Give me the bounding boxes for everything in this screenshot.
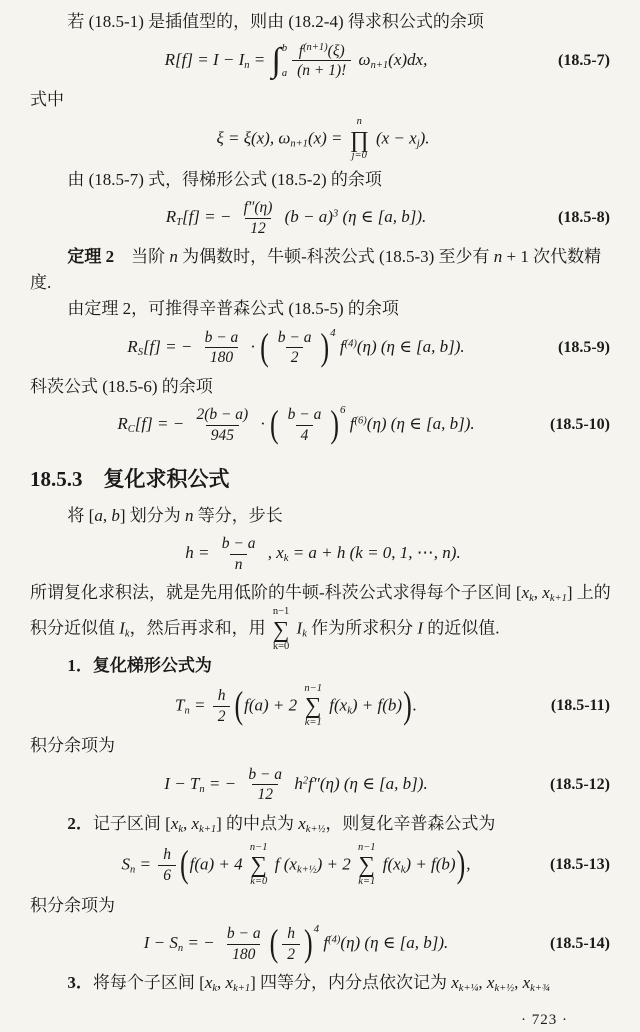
equation-number: (18.5-7) [558, 51, 610, 69]
equation-body: $R_T[f]$ = − $\frac{f''(\eta)}{12}$ $(b - a)^3$ (η ∈ [a, b]). [165, 199, 427, 237]
para-composite-method: 所谓复化求积法，就是先用低阶的牛顿-科茨公式求得每个子区间 [$x_k$, $x_{k+1}$] 上的积分近似值 $I_k$，然后再求和，用 n−1 ∑ k=0 $I_k$ 作为所求积分 I 的近似值. [30, 583, 611, 652]
formula-18-5-12 [30, 760, 616, 810]
para-simpson-intro: 由定理 2，可推得辛普森公式 (18.5-5) 的余项 [67, 299, 399, 319]
formula-step-size [30, 529, 616, 579]
label-remainder-2: 积分余项为 [30, 895, 115, 915]
equation-number: (18.5-14) [550, 935, 610, 953]
para-cotes-intro: 科茨公式 (18.5-6) 的余项 [30, 376, 213, 396]
formula-omega [30, 113, 616, 166]
para-partition: 将 [a, b] 划分为 n 等分，步长 [67, 505, 283, 525]
equation-body: $S_n$ = $\frac{h}{6}$ ( f(a) + 4 n−1 ∑ k=0 f $(x_{k+\frac{1}{2}}) + 2$ n−1 ∑ k=1 $f(x_k) + f(b)$ ) , [121, 841, 471, 888]
equation-number: (18.5-9) [558, 338, 610, 356]
equation-body: h = $\frac{b - a}{n}$ , $x_k = a + h$ (k = 0, 1, ⋯, n). [185, 535, 461, 573]
equation-number: (18.5-12) [550, 775, 610, 793]
formula-18-5-14 [30, 919, 616, 969]
para-trapezoid-intro: 由 (18.5-7) 式，得梯形公式 (18.5-2) 的余项 [67, 169, 382, 189]
equation-body: $I - S_n$ = − $\frac{b - a}{180}$ ( $\frac{h}{2}$ ) 4 $f^{(4)}(\eta)$ (η ∈ [a, b]). [143, 922, 449, 965]
label-where: 式中 [30, 89, 64, 109]
section-heading-18-5-3: 18.5.3 复化求积公式 [30, 467, 230, 492]
item-2-heading: 2．记子区间 [$x_k$, $x_{k+1}$] 的中点为 $x_{k+\frac{1}{2}}$，则复化辛普森公式为 [67, 813, 496, 836]
label-remainder-1: 积分余项为 [30, 736, 115, 756]
page-number: · 723 · [521, 1012, 568, 1029]
equation-body: $R_C[f]$ = − $\frac{2(b - a)}{945}$ · ( $\frac{b - a}{4}$ ) 6 $f^{(6)}(\eta)$ (η ∈ [a, b]). [117, 403, 475, 446]
formula-18-5-9 [30, 323, 616, 373]
formula-18-5-13 [30, 839, 616, 892]
para-theorem-2: 定理 2 当阶 n 为偶数时，牛顿-科茨公式 (18.5-3) 至少有 n + 1 次代数精度. [30, 247, 602, 292]
item-3-paragraph: 3．将每个子区间 [$x_k$, $x_{k+1}$] 四等分，内分点依次记为 $x_{k+\frac{1}{4}}$, $x_{k+\frac{1}{2}}$, $x_{k+\frac{3}{4}}$ [67, 973, 550, 995]
equation-body: $T_n$ = $\frac{h}{2}$ ( f(a) + 2 n−1 ∑ k=1 $f(x_k) + f(b)$ ) . [175, 682, 417, 728]
formula-18-5-10 [30, 400, 616, 450]
formula-18-5-7 [30, 36, 616, 86]
para-interpolation-remainder: 若 (18.5-1) 是插值型的，则由 (18.2-4) 得求积公式的余项 [67, 12, 484, 31]
equation-number: (18.5-10) [550, 416, 610, 434]
equation-body: $R_S[f]$ = − $\frac{b - a}{180}$ · ( $\frac{b - a}{2}$ ) 4 $f^{(4)}(\eta)$ (η ∈ [a, b]). [127, 326, 465, 369]
formula-18-5-8 [30, 193, 616, 243]
equation-number: (18.5-11) [550, 697, 610, 714]
equation-number: (18.5-8) [558, 209, 610, 227]
equation-body: $R[f] = I - I_n$ = ∫ b a $\frac{f^{(n+1)}(\xi)}{(n + 1)!}$ $\omega_{n+1}(x)dx$, [164, 41, 428, 80]
item-1-heading: 1．复化梯形公式为 [67, 656, 212, 676]
formula-18-5-11 [30, 680, 616, 733]
equation-number: (18.5-13) [550, 856, 610, 874]
equation-body: $I - T_n$ = − $\frac{b - a}{12}$ $h^2f''(\eta)$ (η ∈ [a, b]). [164, 766, 428, 804]
equation-body: ξ = ξ(x), $\omega_{n+1}(x)$ = n ∏ j=0 $(x - x_j)$. [216, 116, 430, 162]
